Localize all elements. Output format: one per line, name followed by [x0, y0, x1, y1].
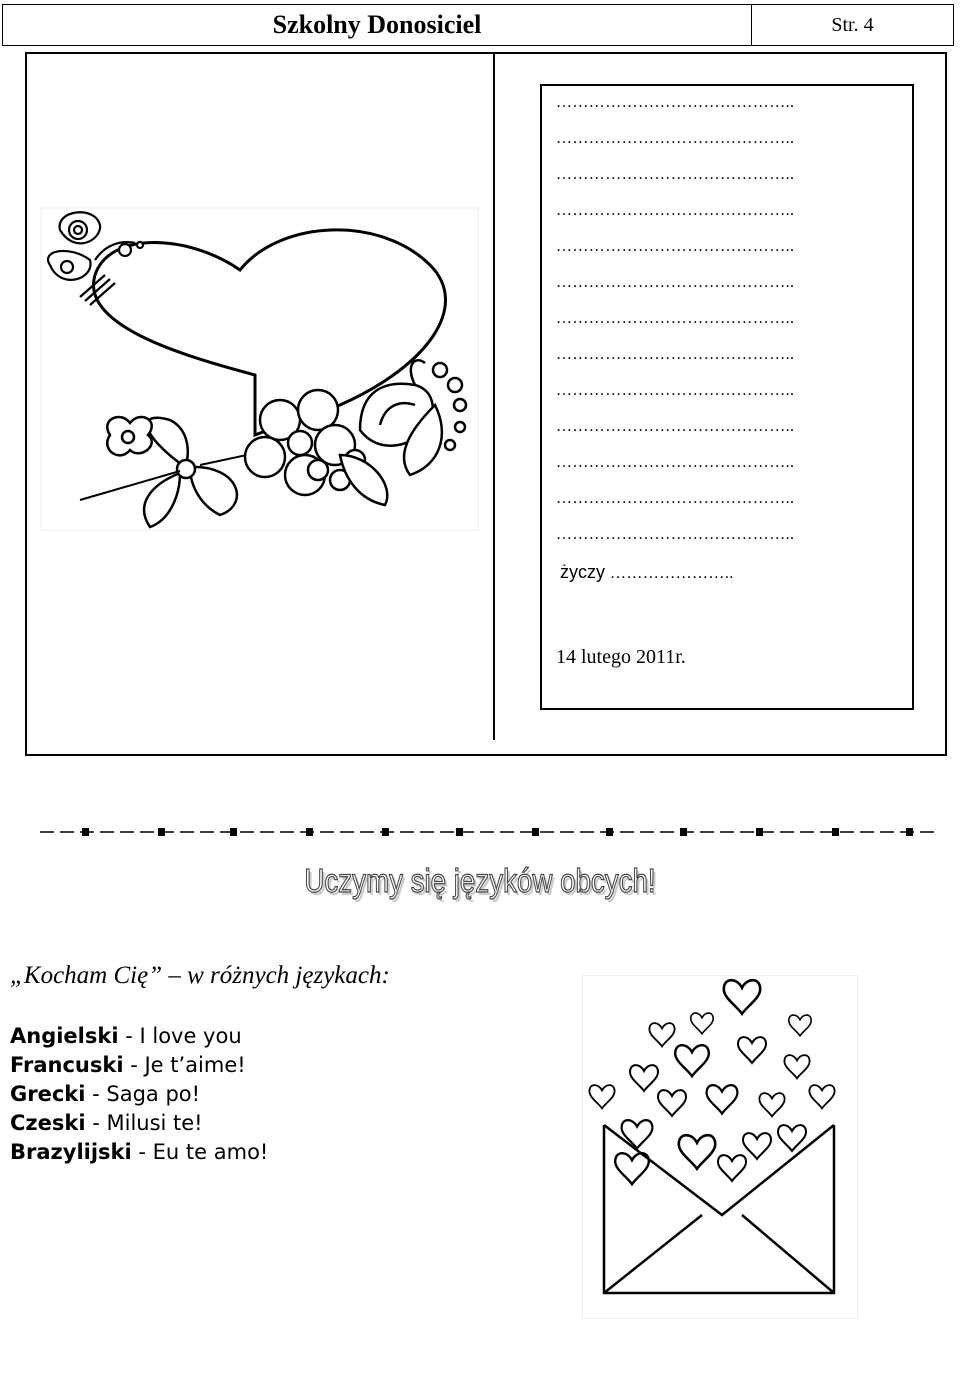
page-number: Str. 4 [831, 13, 874, 36]
language-row [10, 1022, 268, 1051]
phrase: Saga po! [106, 1082, 201, 1106]
writing-line: …………………………………….. [556, 274, 795, 291]
writing-line: …………………………………….. [556, 166, 795, 183]
writing-line: …………………………………….. [556, 454, 795, 471]
card-fold-line [493, 52, 495, 740]
writing-line: …………………………………….. [556, 238, 795, 255]
language-row [10, 1138, 268, 1167]
language-name: Grecki [10, 1082, 86, 1106]
language-row [10, 1080, 268, 1109]
separator: - [123, 1053, 145, 1077]
writing-line: …………………………………….. [556, 526, 795, 543]
page-header [2, 4, 954, 46]
language-name: Francuski [10, 1053, 124, 1077]
flower-icon [107, 390, 365, 495]
section-title: Uczymy się języków obcych! [304, 862, 656, 899]
phrase: Milusi te! [106, 1111, 203, 1135]
language-row [10, 1109, 268, 1138]
phrase: Je t’aime! [144, 1053, 246, 1077]
wishes-label: życzy [560, 562, 605, 582]
phrase: Eu te amo! [152, 1140, 269, 1164]
language-row [10, 1051, 268, 1080]
envelope-hearts-illustration [582, 975, 858, 1319]
separator: - [85, 1082, 107, 1106]
wishes-dots: ………………….. [610, 565, 734, 582]
writing-line: …………………………………….. [556, 310, 795, 327]
writing-line: …………………………………….. [556, 202, 795, 219]
writing-line: …………………………………….. [556, 130, 795, 147]
writing-line: …………………………………….. [556, 94, 795, 111]
heart-flowers-illustration [40, 205, 480, 535]
separator: - [85, 1111, 107, 1135]
newspaper-title: Szkolny Donosiciel [272, 10, 482, 39]
language-name: Brazylijski [10, 1140, 132, 1164]
phrase: I love you [139, 1024, 242, 1048]
header-title-cell [3, 5, 752, 45]
separator: - [118, 1024, 140, 1048]
language-name: Czeski [10, 1111, 86, 1135]
writing-line: …………………………………….. [556, 346, 795, 363]
section-divider [40, 822, 940, 842]
header-page-cell [752, 5, 953, 45]
card-date: 14 lutego 2011r. [556, 646, 686, 668]
writing-line: …………………………………….. [556, 382, 795, 399]
writing-line: …………………………………….. [556, 490, 795, 507]
language-name: Angielski [10, 1024, 119, 1048]
envelope-icon [604, 1125, 834, 1293]
separator: - [131, 1140, 153, 1164]
wishes-line [560, 562, 734, 583]
language-list [10, 1022, 268, 1167]
writing-line: …………………………………….. [556, 418, 795, 435]
section-subheading: „Kocham Cię” – w różnych językach: [10, 962, 390, 989]
